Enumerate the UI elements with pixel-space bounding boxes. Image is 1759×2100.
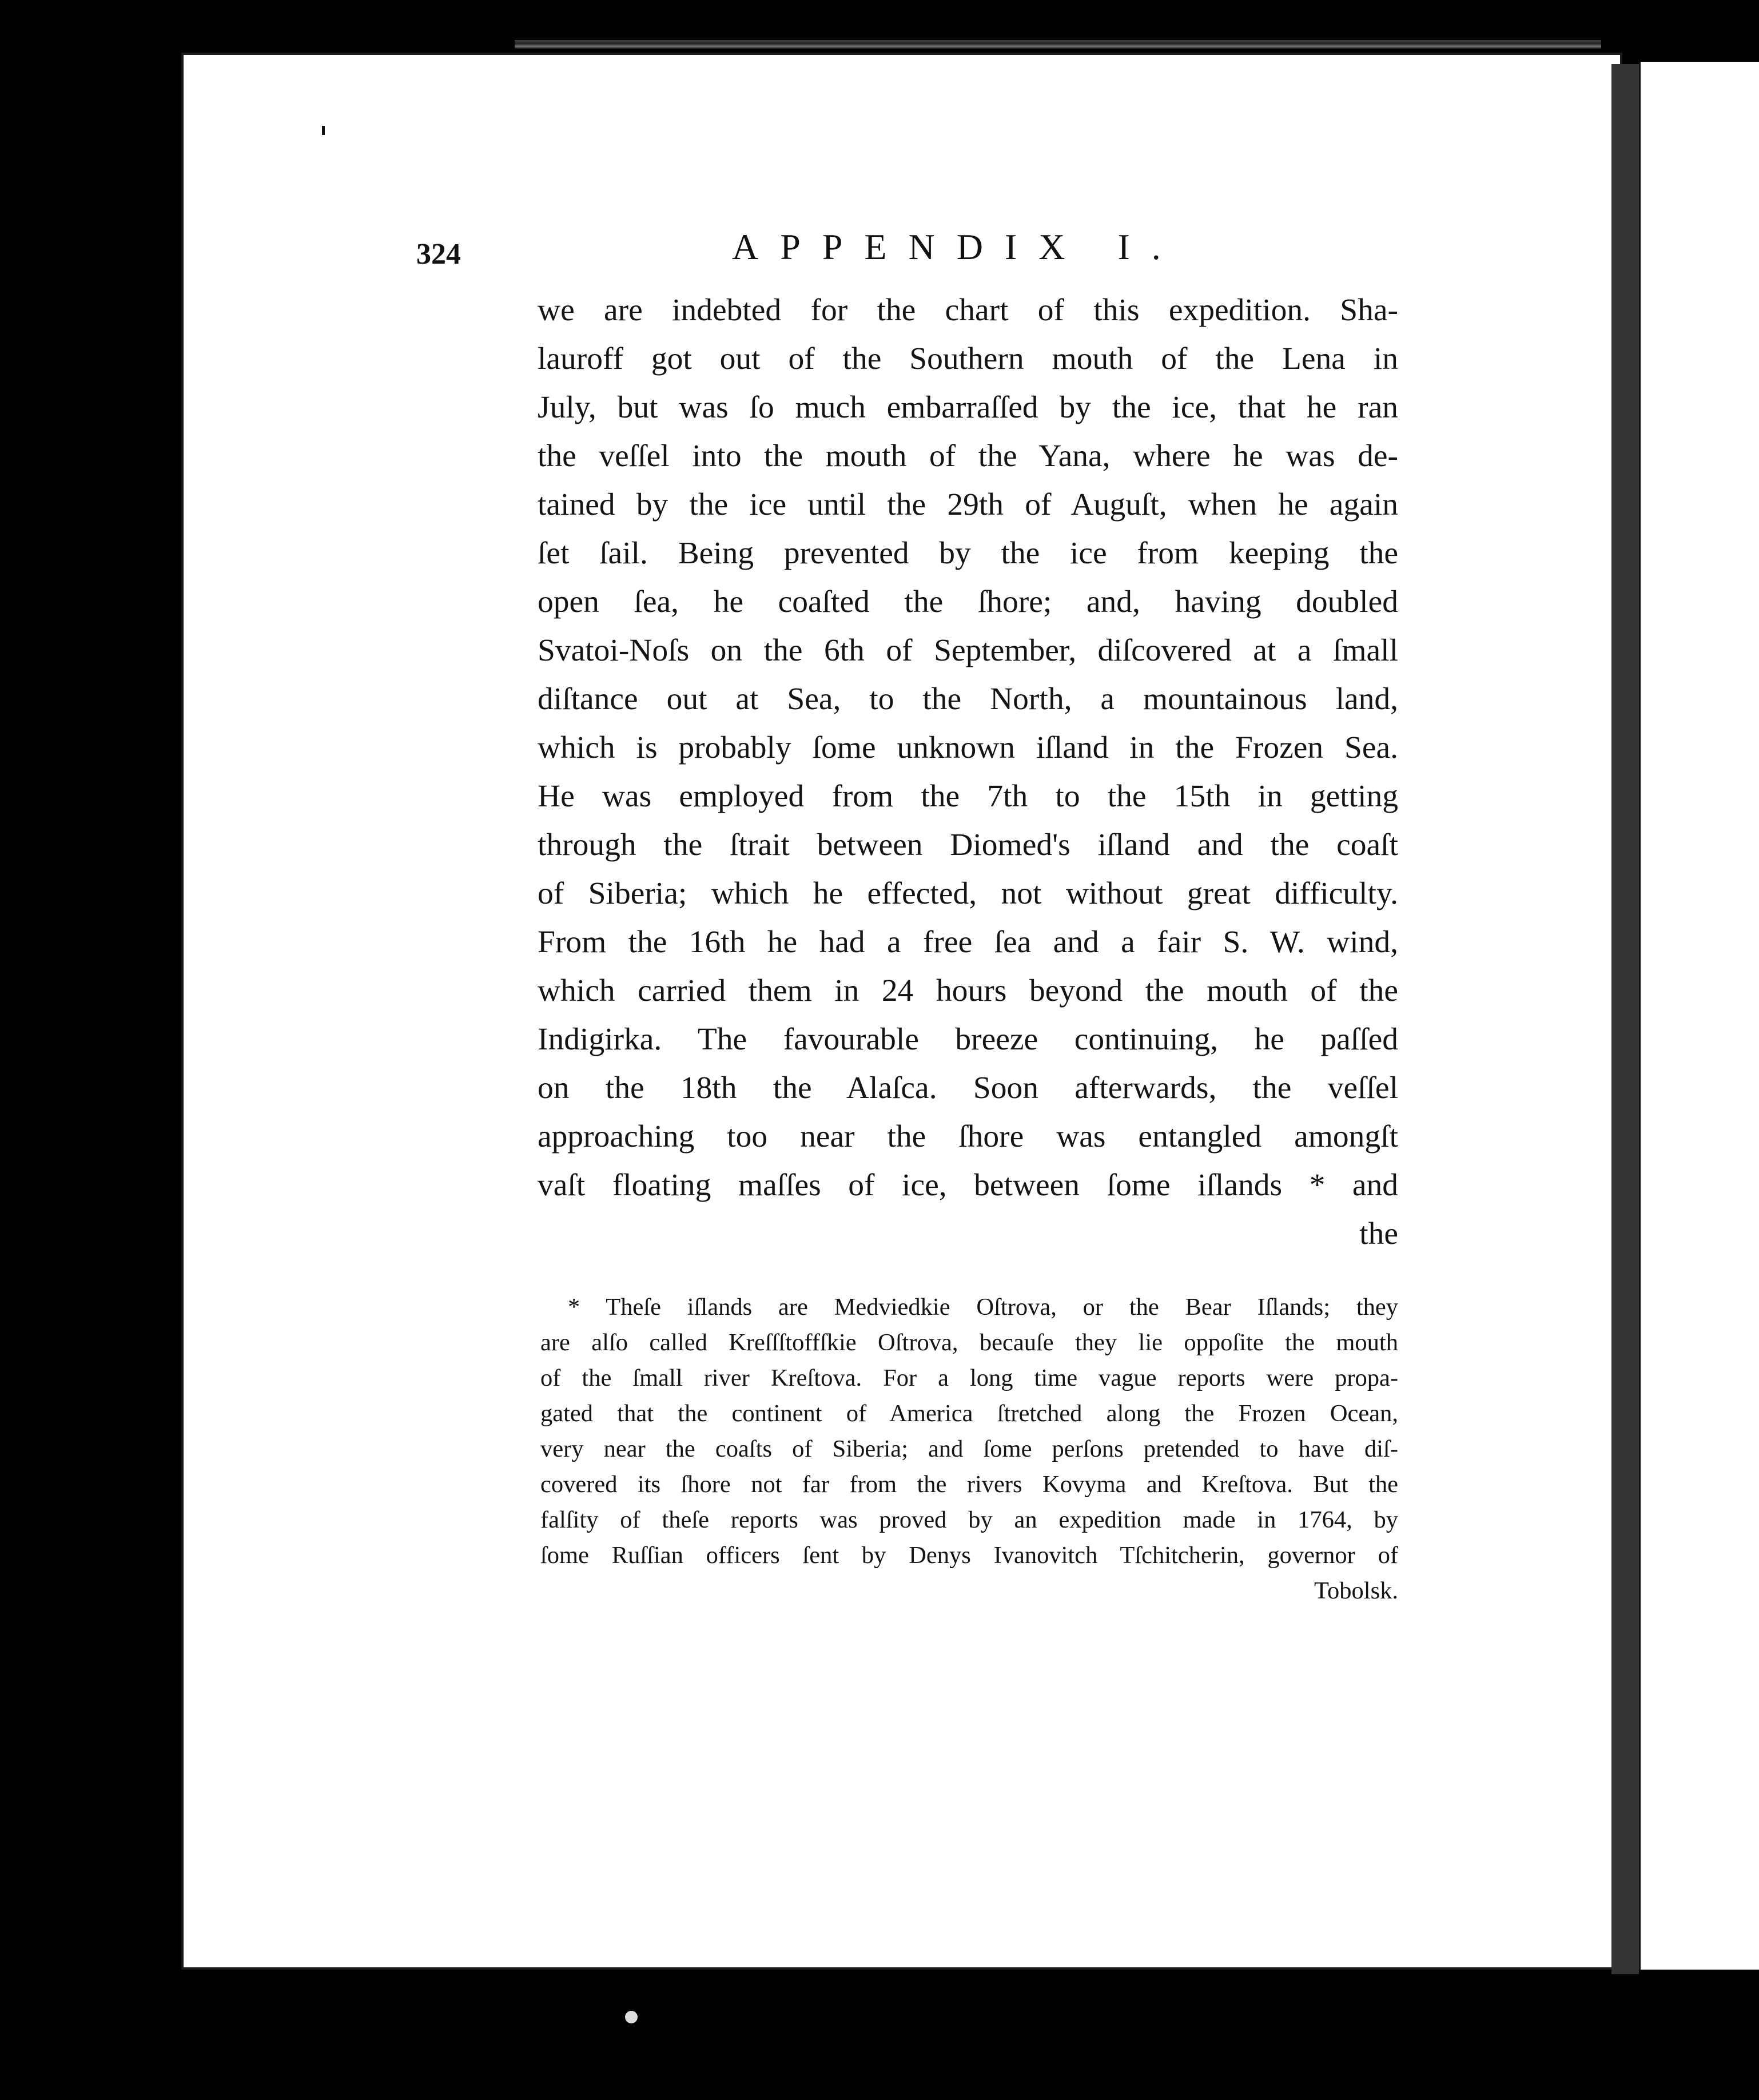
body-line: which carried them in 24 hours beyond the mouth of the [538, 973, 1398, 1008]
body-line: approaching too near the ſhore was entangled amongſt [538, 1119, 1398, 1154]
body-line: which is probably ſome unknown iſland in the Frozen Sea. [538, 730, 1398, 765]
body-line: open ſea, he coaſted the ſhore; and, having doubled [538, 584, 1398, 619]
body-line: July, but was ſo much embarraſſed by the ice, that he ran [538, 390, 1398, 425]
body-line: From the 16th he had a free ſea and a fair S. W. wind, [538, 925, 1398, 960]
body-line: He was employed from the 7th to the 15th in getting [538, 779, 1398, 814]
body-line: the veſſel into the mouth of the Yana, where he was de- [538, 439, 1398, 474]
footnote-line: very near the coaſts of Siberia; and ſome perſons pretended to have diſ- [540, 1435, 1398, 1462]
top-page-edge [515, 40, 1601, 49]
body-text [538, 286, 1398, 1258]
body-line: Svatoi-Noſs on the 6th of September, diſcovered at a ſmall [538, 633, 1398, 668]
footnote-line: Tobolsk. [1314, 1577, 1398, 1604]
catchword: the [1359, 1216, 1398, 1251]
footnote-line: falſity of theſe reports was proved by an expedition made in 1764, by [540, 1506, 1398, 1533]
footnote-line: covered its ſhore not far from the rivers Kovyma and Kreſtova. But the [540, 1471, 1398, 1498]
body-line: ſet ſail. Being prevented by the ice from keeping the [538, 536, 1398, 571]
running-head: APPENDIX I. [732, 226, 1183, 267]
margin-mark [322, 126, 325, 135]
body-line: on the 18th the Alaſca. Soon afterwards, the veſſel [538, 1071, 1398, 1105]
body-line: Indigirka. The favourable breeze continuing, he paſſed [538, 1022, 1398, 1057]
binding-gutter [1611, 64, 1639, 1974]
body-line: of Siberia; which he effected, not without great difficulty. [538, 876, 1398, 911]
footnote-line: ſome Ruſſian officers ſent by Denys Ivanovitch Tſchitcherin, governor of [540, 1542, 1398, 1569]
footnote-line: of the ſmall river Kreſtova. For a long time vague reports were propa- [540, 1365, 1398, 1391]
footnote-line: are alſo called Kreſſſtoffſkie Oſtrova, becauſe they lie oppoſite the mouth [540, 1329, 1398, 1356]
body-line: tained by the ice until the 29th of Auguſt, when he again [538, 487, 1398, 522]
body-line: diſtance out at Sea, to the North, a mountainous land, [538, 682, 1398, 717]
scan-speck [625, 2011, 638, 2023]
body-line: lauroff got out of the Southern mouth of the Lena in [538, 341, 1398, 376]
body-line: through the ſtrait between Diomed's iſland and the coaſt [538, 828, 1398, 862]
body-line: we are indebted for the chart of this expedition. Sha- [538, 293, 1398, 328]
footnote [540, 1290, 1398, 1609]
facing-page-edge [1639, 62, 1759, 1970]
footnote-line: * Theſe iſlands are Medviedkie Oſtrova, or the Bear Iſlands; they [568, 1294, 1398, 1321]
body-line: vaſt floating maſſes of ice, between ſome iſlands * and [538, 1168, 1398, 1203]
page-number: 324 [416, 238, 461, 271]
footnote-line: gated that the continent of America ſtretched along the Frozen Ocean, [540, 1400, 1398, 1427]
